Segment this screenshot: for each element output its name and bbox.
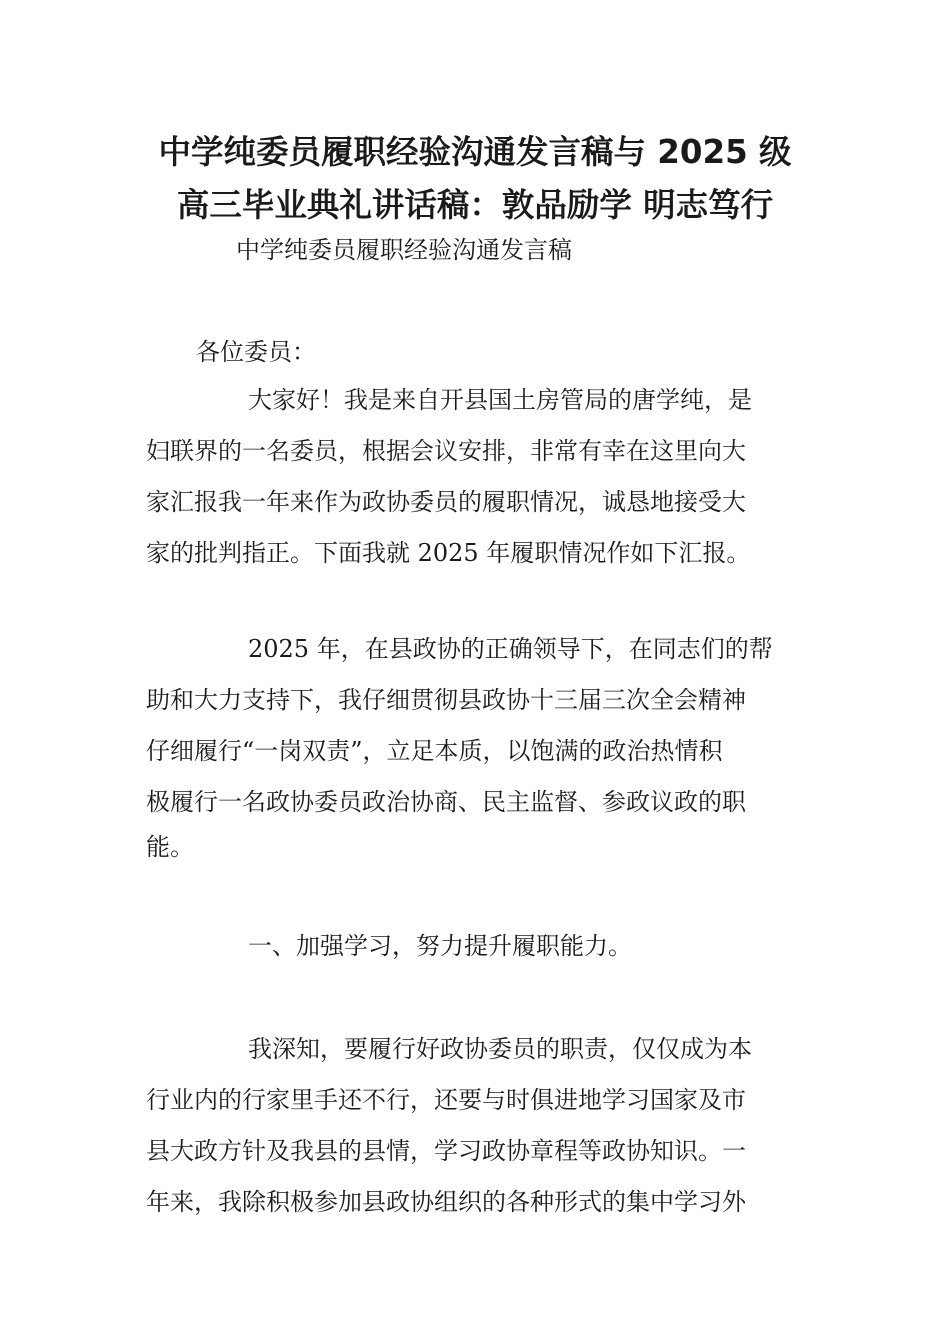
document-subtitle: 中学纯委员履职经验沟通发言稿 bbox=[236, 236, 572, 264]
paragraph-line: 我深知，要履行好政协委员的职责，仅仅成为本 bbox=[248, 1035, 752, 1063]
paragraph-line: 能。 bbox=[146, 833, 194, 861]
paragraph-line: 大家好！我是来自开县国土房管局的唐学纯，是 bbox=[248, 386, 752, 414]
paragraph-line: 县大政方针及我县的县情，学习政协章程等政协知识。一 bbox=[146, 1137, 746, 1165]
paragraph-line: 妇联界的一名委员，根据会议安排，非常有幸在这里向大 bbox=[146, 437, 746, 465]
section-heading-text: 一、加强学习，努力提升履职能力。 bbox=[248, 932, 632, 960]
paragraph-line: 家汇报我一年来作为政协委员的履职情况，诚恳地接受大 bbox=[146, 488, 746, 516]
document-title-line-2: 高三毕业典礼讲话稿：敦品励学 明志笃行 bbox=[176, 186, 774, 224]
paragraph-line: 行业内的行家里手还不行，还要与时俱进地学习国家及市 bbox=[146, 1086, 746, 1114]
paragraph-line: 2025 年，在县政协的正确领导下，在同志们的帮 bbox=[248, 635, 773, 663]
paragraph-line: 年来，我除积极参加县政协组织的各种形式的集中学习外 bbox=[146, 1188, 746, 1216]
paragraph-line: 极履行一名政协委员政治协商、民主监督、参政议政的职 bbox=[146, 788, 746, 816]
paragraph-line: 家的批判指正。下面我就 2025 年履职情况作如下汇报。 bbox=[146, 539, 751, 567]
paragraph-line: 助和大力支持下，我仔细贯彻县政协十三届三次全会精神 bbox=[146, 686, 746, 714]
document-title-line-1: 中学纯委员履职经验沟通发言稿与 2025 级 bbox=[158, 133, 792, 171]
paragraph-line: 仔细履行“一岗双责”，立足本质，以饱满的政治热情积 bbox=[146, 737, 723, 765]
salutation: 各位委员： bbox=[196, 338, 316, 366]
